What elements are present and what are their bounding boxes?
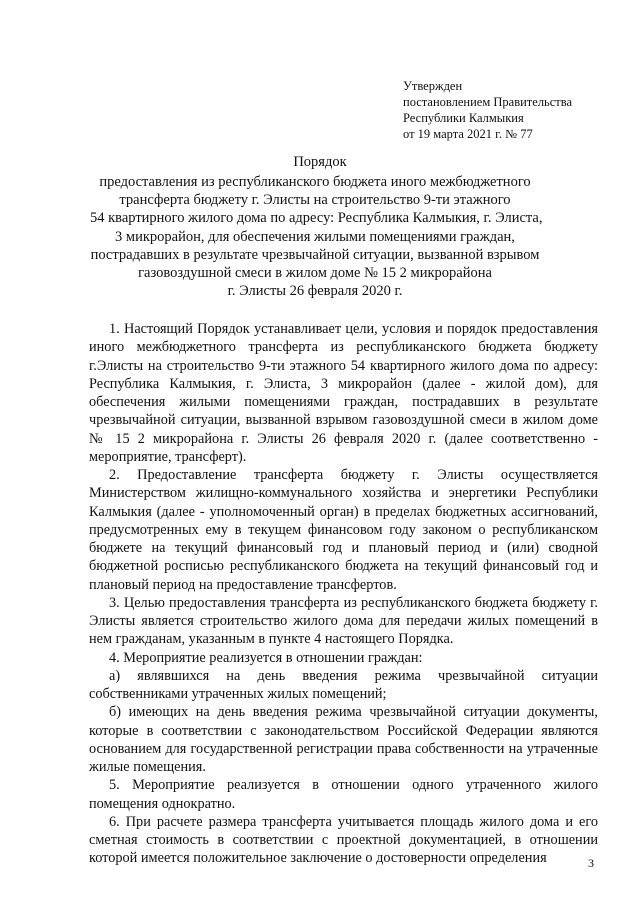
paragraph: 1. Настоящий Порядок устанавливает цели, условия и порядок предоставления иного межбюджетного трансферта из республиканского бюджета бюджету г.Элисты на строительство 9-ти этажного 54 квартирного жилого дома по адресу: Республика Калмыкия, г. Элиста, 3 микрорайон (далее - жилой дом), для обеспечения жилыми помещениями граждан, пострадавших в результате чрезвычайной ситуации, вызванной взрывом газовоздушной смеси в жилом доме № 15 2 микрорайона г. Элисты 26 февраля 2020 г. (далее соответственно - мероприятие, трансферт).: [89, 321, 598, 465]
paragraph: 6. При расчете размера трансферта учитывается площадь жилого дома и его сметная стоимость в соответствии с проектной документацией, в отношении которой имеется положительное заключение о достоверности определения: [89, 813, 598, 867]
document-body: [89, 320, 598, 868]
subtitle-line: предоставления из республиканского бюджета иного межбюджетного: [99, 174, 531, 190]
subtitle-line: трансферта бюджету г. Элисты на строительство 9-ти этажного: [119, 192, 511, 209]
paragraph: 3. Целью предоставления трансферта из республиканского бюджета бюджету г. Элисты является строительство жилого дома для передачи жилых помещений в нем гражданам, указанным в пункте 4 настоящего Порядка.: [89, 594, 598, 648]
approval-stamp: [403, 78, 572, 142]
subtitle-line: пострадавших в результате чрезвычайной ситуации, вызванной взрывом: [90, 246, 540, 263]
subtitle-line: 3 микрорайон, для обеспечения жилыми помещениями граждан,: [115, 228, 515, 245]
paragraph: 5. Мероприятие реализуется в отношении одного утраченного жилого помещения однократно.: [89, 777, 598, 812]
paragraph: б) имеющих на день введения режима чрезвычайной ситуации документы, которые в соответствии с законодательством Российской Федерации являются основанием для государственной регистрации права собственности на утраченные жилые помещения.: [89, 704, 598, 775]
approval-line: Республики Калмыкия: [403, 111, 524, 125]
approval-line: постановлением Правительства: [403, 95, 573, 109]
document-title: Порядок: [293, 154, 347, 170]
approval-line: от 19 марта 2021 г. № 77: [403, 127, 533, 141]
paragraph: 2. Предоставление трансферта бюджету г. Элисты осуществляется Министерством жилищно-коммунального хозяйства и энергетики Республики Калмыкия (далее - уполномоченный орган) в пределах бюджетных ассигнований, предусмотренных ему в текущем финансовом году законом о республиканском бюджете на текущий финансовый год и плановый период и (или) сводной бюджетной росписью республиканского бюджета на текущий финансовый год и плановый период на предоставление трансфертов.: [89, 467, 598, 593]
page-number: 3: [588, 856, 594, 870]
subtitle-line: г. Элисты 26 февраля 2020 г.: [227, 283, 403, 300]
paragraph: 4. Мероприятие реализуется в отношении граждан:: [109, 649, 423, 666]
approval-line: Утвержден: [403, 79, 463, 93]
paragraph: а) являвшихся на день введения режима чрезвычайной ситуации собственниками утраченных жилых помещений;: [89, 667, 598, 702]
document-subtitle: [90, 173, 543, 300]
subtitle-line: 54 квартирного жилого дома по адресу: Республика Калмыкия, г. Элиста,: [90, 210, 543, 227]
subtitle-line: газовоздушной смеси в жилом доме № 15 2 микрорайона: [138, 265, 492, 282]
